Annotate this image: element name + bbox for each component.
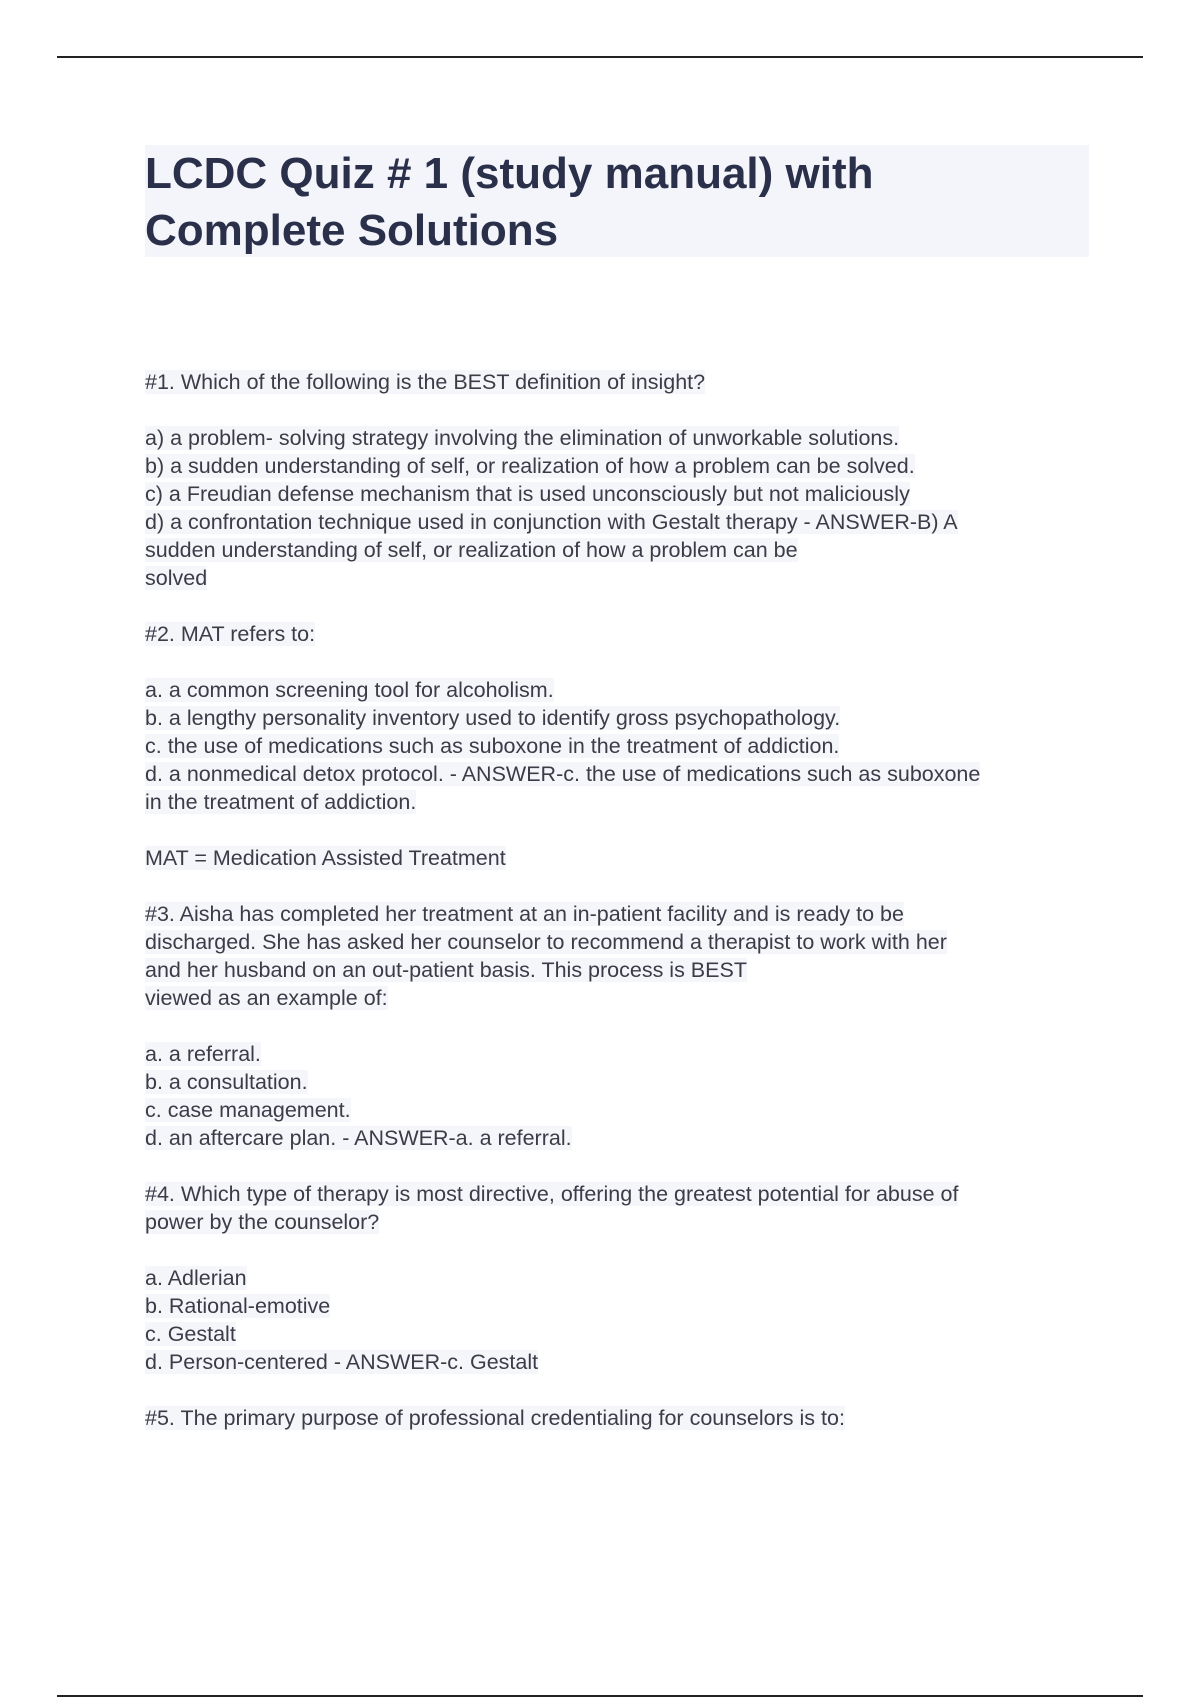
answer-option-line: b. Rational-emotive [145,1294,331,1318]
title-block [145,145,1089,257]
question-prompt-line: power by the counselor? [145,1210,380,1234]
document-title: LCDC Quiz # 1 (study manual) with Complete Solutions [145,149,874,255]
question-prompt-line: #2. MAT refers to: [145,622,316,646]
answer-option-line: d) a confrontation technique used in conjunction with Gestalt therapy - ANSWER-B) A [145,510,958,534]
answer-option-line: d. Person-centered - ANSWER-c. Gestalt [145,1350,539,1374]
question-prompt-line: and her husband on an out-patient basis. This process is BEST [145,958,747,982]
answer-option-line: a) a problem- solving strategy involving the elimination of unworkable solutions. [145,426,900,450]
document-body [145,368,1095,1432]
answer-option-line: d. a nonmedical detox protocol. - ANSWER-c. the use of medications such as suboxone [145,762,981,786]
question-4 [145,1180,1095,1376]
question-prompt-line: viewed as an example of: [145,986,388,1010]
explanation-note: MAT = Medication Assisted Treatment [145,846,506,870]
answer-option-line: d. an aftercare plan. - ANSWER-a. a referral. [145,1126,572,1150]
answer-option-line: a. a common screening tool for alcoholism. [145,678,554,702]
question-prompt-line: #5. The primary purpose of professional credentialing for counselors is to: [145,1406,845,1430]
question-prompt-line: #1. Which of the following is the BEST definition of insight? [145,370,706,394]
answer-option-line: a. a referral. [145,1042,261,1066]
answer-option-line: c. case management. [145,1098,351,1122]
answer-option-line: c. the use of medications such as suboxone in the treatment of addiction. [145,734,840,758]
answer-option-line: c. Gestalt [145,1322,236,1346]
bottom-rule [57,1695,1143,1697]
question-5 [145,1404,1095,1432]
question-1 [145,368,1095,592]
question-prompt-line: #4. Which type of therapy is most directive, offering the greatest potential for abuse of [145,1182,959,1206]
question-2 [145,620,1095,872]
answer-option-line: in the treatment of addiction. [145,790,417,814]
answer-option-line: b. a consultation. [145,1070,308,1094]
answer-option-line: a. Adlerian [145,1266,247,1290]
answer-option-line: sudden understanding of self, or realization of how a problem can be [145,538,798,562]
top-rule [57,56,1143,58]
answer-option-line: b. a lengthy personality inventory used to identify gross psychopathology. [145,706,841,730]
question-prompt-line: #3. Aisha has completed her treatment at an in-patient facility and is ready to be [145,902,904,926]
question-3 [145,900,1095,1152]
answer-option-line: c) a Freudian defense mechanism that is used unconsciously but not maliciously [145,482,910,506]
answer-option-line: solved [145,566,208,590]
question-prompt-line: discharged. She has asked her counselor to recommend a therapist to work with her [145,930,947,954]
answer-option-line: b) a sudden understanding of self, or realization of how a problem can be solved. [145,454,915,478]
